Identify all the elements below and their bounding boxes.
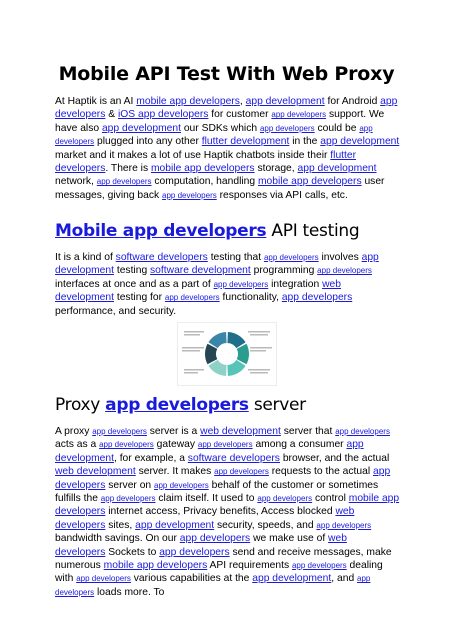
- text-run: gateway: [153, 439, 198, 451]
- inline-link-small[interactable]: app developers: [316, 520, 372, 530]
- text-run: performance, and security.: [55, 305, 177, 317]
- text-run: loads more. To: [94, 586, 165, 598]
- text-run: various capabilities at the: [130, 573, 253, 585]
- text-run: At Haptik is an AI: [55, 96, 137, 107]
- inline-link[interactable]: mobile app developers: [55, 493, 400, 518]
- text-run: server is a: [146, 426, 201, 437]
- text-run: testing that: [207, 252, 264, 263]
- inline-link-small[interactable]: app developers: [154, 480, 209, 490]
- text-run: for Android: [324, 96, 381, 107]
- inline-link-small[interactable]: app developers: [263, 253, 319, 262]
- text-run: It is a kind of: [55, 252, 116, 263]
- text-run: server on: [105, 479, 155, 491]
- text-run: integration: [268, 278, 323, 290]
- text-run: interfaces at once and as a part of: [55, 278, 214, 290]
- text-run: server. It makes: [135, 466, 215, 478]
- inline-link[interactable]: app developers: [159, 546, 230, 558]
- inline-link[interactable]: mobile app developers: [103, 560, 208, 572]
- text-run: plugged into any other: [94, 136, 202, 148]
- inline-link[interactable]: software developers: [115, 252, 208, 263]
- text-run: we make use of: [250, 533, 329, 545]
- text-run: . There is: [105, 163, 151, 175]
- text-run: could be: [314, 122, 360, 134]
- text-run: server that: [280, 426, 336, 437]
- infographic-diagram: [178, 323, 276, 385]
- heading-text: API testing: [266, 221, 360, 241]
- inline-link[interactable]: app development: [135, 519, 215, 531]
- inline-link[interactable]: app developers: [55, 466, 391, 491]
- heading-link[interactable]: Mobile app developers: [55, 221, 267, 241]
- text-run: behalf of the customer or sometimes fulfills the: [55, 479, 379, 505]
- text-run: security, speeds, and: [214, 519, 317, 531]
- text-run: &: [105, 109, 118, 121]
- text-run: testing for: [113, 292, 165, 304]
- inline-link[interactable]: app development: [245, 96, 325, 107]
- inline-link-small[interactable]: app developers: [257, 494, 313, 504]
- inline-link-small[interactable]: app developers: [317, 266, 372, 276]
- text-run: storage,: [254, 163, 298, 175]
- text-run: , and: [331, 573, 358, 585]
- section-heading-proxy-server: [55, 394, 306, 416]
- inline-link[interactable]: software development: [150, 265, 251, 277]
- inline-link[interactable]: app development: [55, 252, 379, 277]
- text-run: support. We have also: [55, 109, 385, 134]
- inline-link[interactable]: mobile app developers: [150, 163, 255, 175]
- inline-link-small[interactable]: app developers: [271, 110, 327, 120]
- inline-link[interactable]: app developers: [281, 292, 353, 304]
- donut-chart: [205, 332, 249, 376]
- infographic-image: [177, 322, 277, 386]
- inline-link[interactable]: iOS app developers: [117, 109, 209, 121]
- inline-link[interactable]: flutter developers: [55, 149, 357, 175]
- inline-link-small[interactable]: app developers: [214, 467, 269, 477]
- text-run: for customer: [208, 109, 272, 121]
- inline-link-small[interactable]: app developers: [55, 574, 371, 597]
- text-run: functionality,: [219, 292, 282, 304]
- inline-link[interactable]: mobile app developers: [136, 96, 240, 107]
- text-run: market and it makes a lot of use Haptik chatbots inside their: [55, 149, 331, 161]
- donut-segment: [205, 344, 217, 364]
- inline-link[interactable]: app developers: [179, 533, 251, 545]
- text-run: , for example, a: [113, 452, 188, 464]
- inline-link-small[interactable]: app developers: [197, 440, 253, 450]
- text-run: computation, handling: [151, 176, 258, 188]
- text-run: send and receive messages, make numerous: [55, 546, 392, 572]
- inline-link[interactable]: app development: [320, 136, 400, 148]
- inline-link-small[interactable]: app developers: [259, 123, 315, 133]
- inline-link[interactable]: flutter development: [201, 136, 290, 148]
- text-run: control: [312, 493, 349, 505]
- inline-link[interactable]: app development: [252, 573, 332, 585]
- inline-link-small[interactable]: app developers: [335, 427, 390, 436]
- text-run: programming: [250, 265, 318, 277]
- text-run: browser, and the actual: [279, 452, 390, 464]
- inline-link[interactable]: web developers: [55, 506, 355, 531]
- text-run: bandwidth savings. On our: [55, 533, 180, 545]
- heading-text: server: [248, 395, 306, 415]
- inline-link[interactable]: web developers: [55, 533, 347, 558]
- inline-link[interactable]: mobile app developers: [257, 176, 362, 188]
- inline-link-small[interactable]: app developers: [100, 494, 156, 504]
- inline-link[interactable]: app development: [101, 122, 181, 134]
- text-run: requests to the actual: [268, 466, 374, 478]
- text-run: claim itself. It used to: [155, 493, 258, 505]
- text-run: user messages, giving back: [55, 176, 385, 201]
- heading-text-prefix: Proxy: [55, 395, 106, 415]
- inline-link-small[interactable]: app developers: [76, 574, 131, 584]
- text-run: among a consumer: [252, 439, 347, 451]
- text-run: testing: [113, 265, 151, 277]
- inline-link[interactable]: web development: [200, 426, 281, 437]
- inline-link-small[interactable]: app developers: [99, 440, 154, 450]
- inline-link-small[interactable]: app developers: [213, 279, 269, 289]
- inline-link[interactable]: web development: [55, 278, 341, 304]
- inline-link[interactable]: app development: [55, 439, 364, 464]
- donut-segment: [237, 344, 249, 364]
- text-run: network,: [55, 176, 97, 188]
- donut-center: [218, 345, 236, 363]
- text-run: our SDKs which: [180, 122, 260, 134]
- inline-link-small[interactable]: app developers: [92, 427, 147, 436]
- proxy-server-paragraph: [55, 425, 400, 599]
- inline-link-small[interactable]: app developers: [164, 293, 220, 303]
- text-run: sites,: [105, 519, 136, 531]
- api-testing-paragraph: [55, 251, 400, 318]
- inline-link[interactable]: app developers: [55, 96, 398, 121]
- text-run: dealing with: [55, 560, 383, 585]
- text-run: in the: [289, 136, 321, 148]
- inline-link-small[interactable]: app developers: [291, 561, 347, 571]
- heading-link[interactable]: app developers: [105, 395, 249, 415]
- inline-link[interactable]: web development: [55, 466, 136, 478]
- inline-link-small[interactable]: app developers: [162, 190, 217, 200]
- text-run: ,: [239, 96, 246, 107]
- text-run: Sockets to: [105, 546, 160, 558]
- inline-link-small[interactable]: app developers: [55, 123, 373, 147]
- text-run: responses via API calls, etc.: [216, 189, 348, 201]
- text-run: internet access, Privacy benefits, Access blocked: [105, 506, 336, 518]
- page-title: Mobile API Test With Web Proxy: [58, 63, 395, 85]
- text-run: A proxy: [55, 426, 93, 437]
- inline-link[interactable]: software developers: [187, 452, 280, 464]
- section-heading-api-testing: [55, 220, 359, 242]
- inline-link-small[interactable]: app developers: [96, 177, 152, 187]
- text-run: involves: [318, 252, 362, 263]
- text-run: API requirements: [207, 560, 292, 572]
- text-run: acts as a: [55, 439, 100, 451]
- intro-paragraph: [55, 95, 400, 202]
- inline-link[interactable]: app development: [297, 163, 377, 175]
